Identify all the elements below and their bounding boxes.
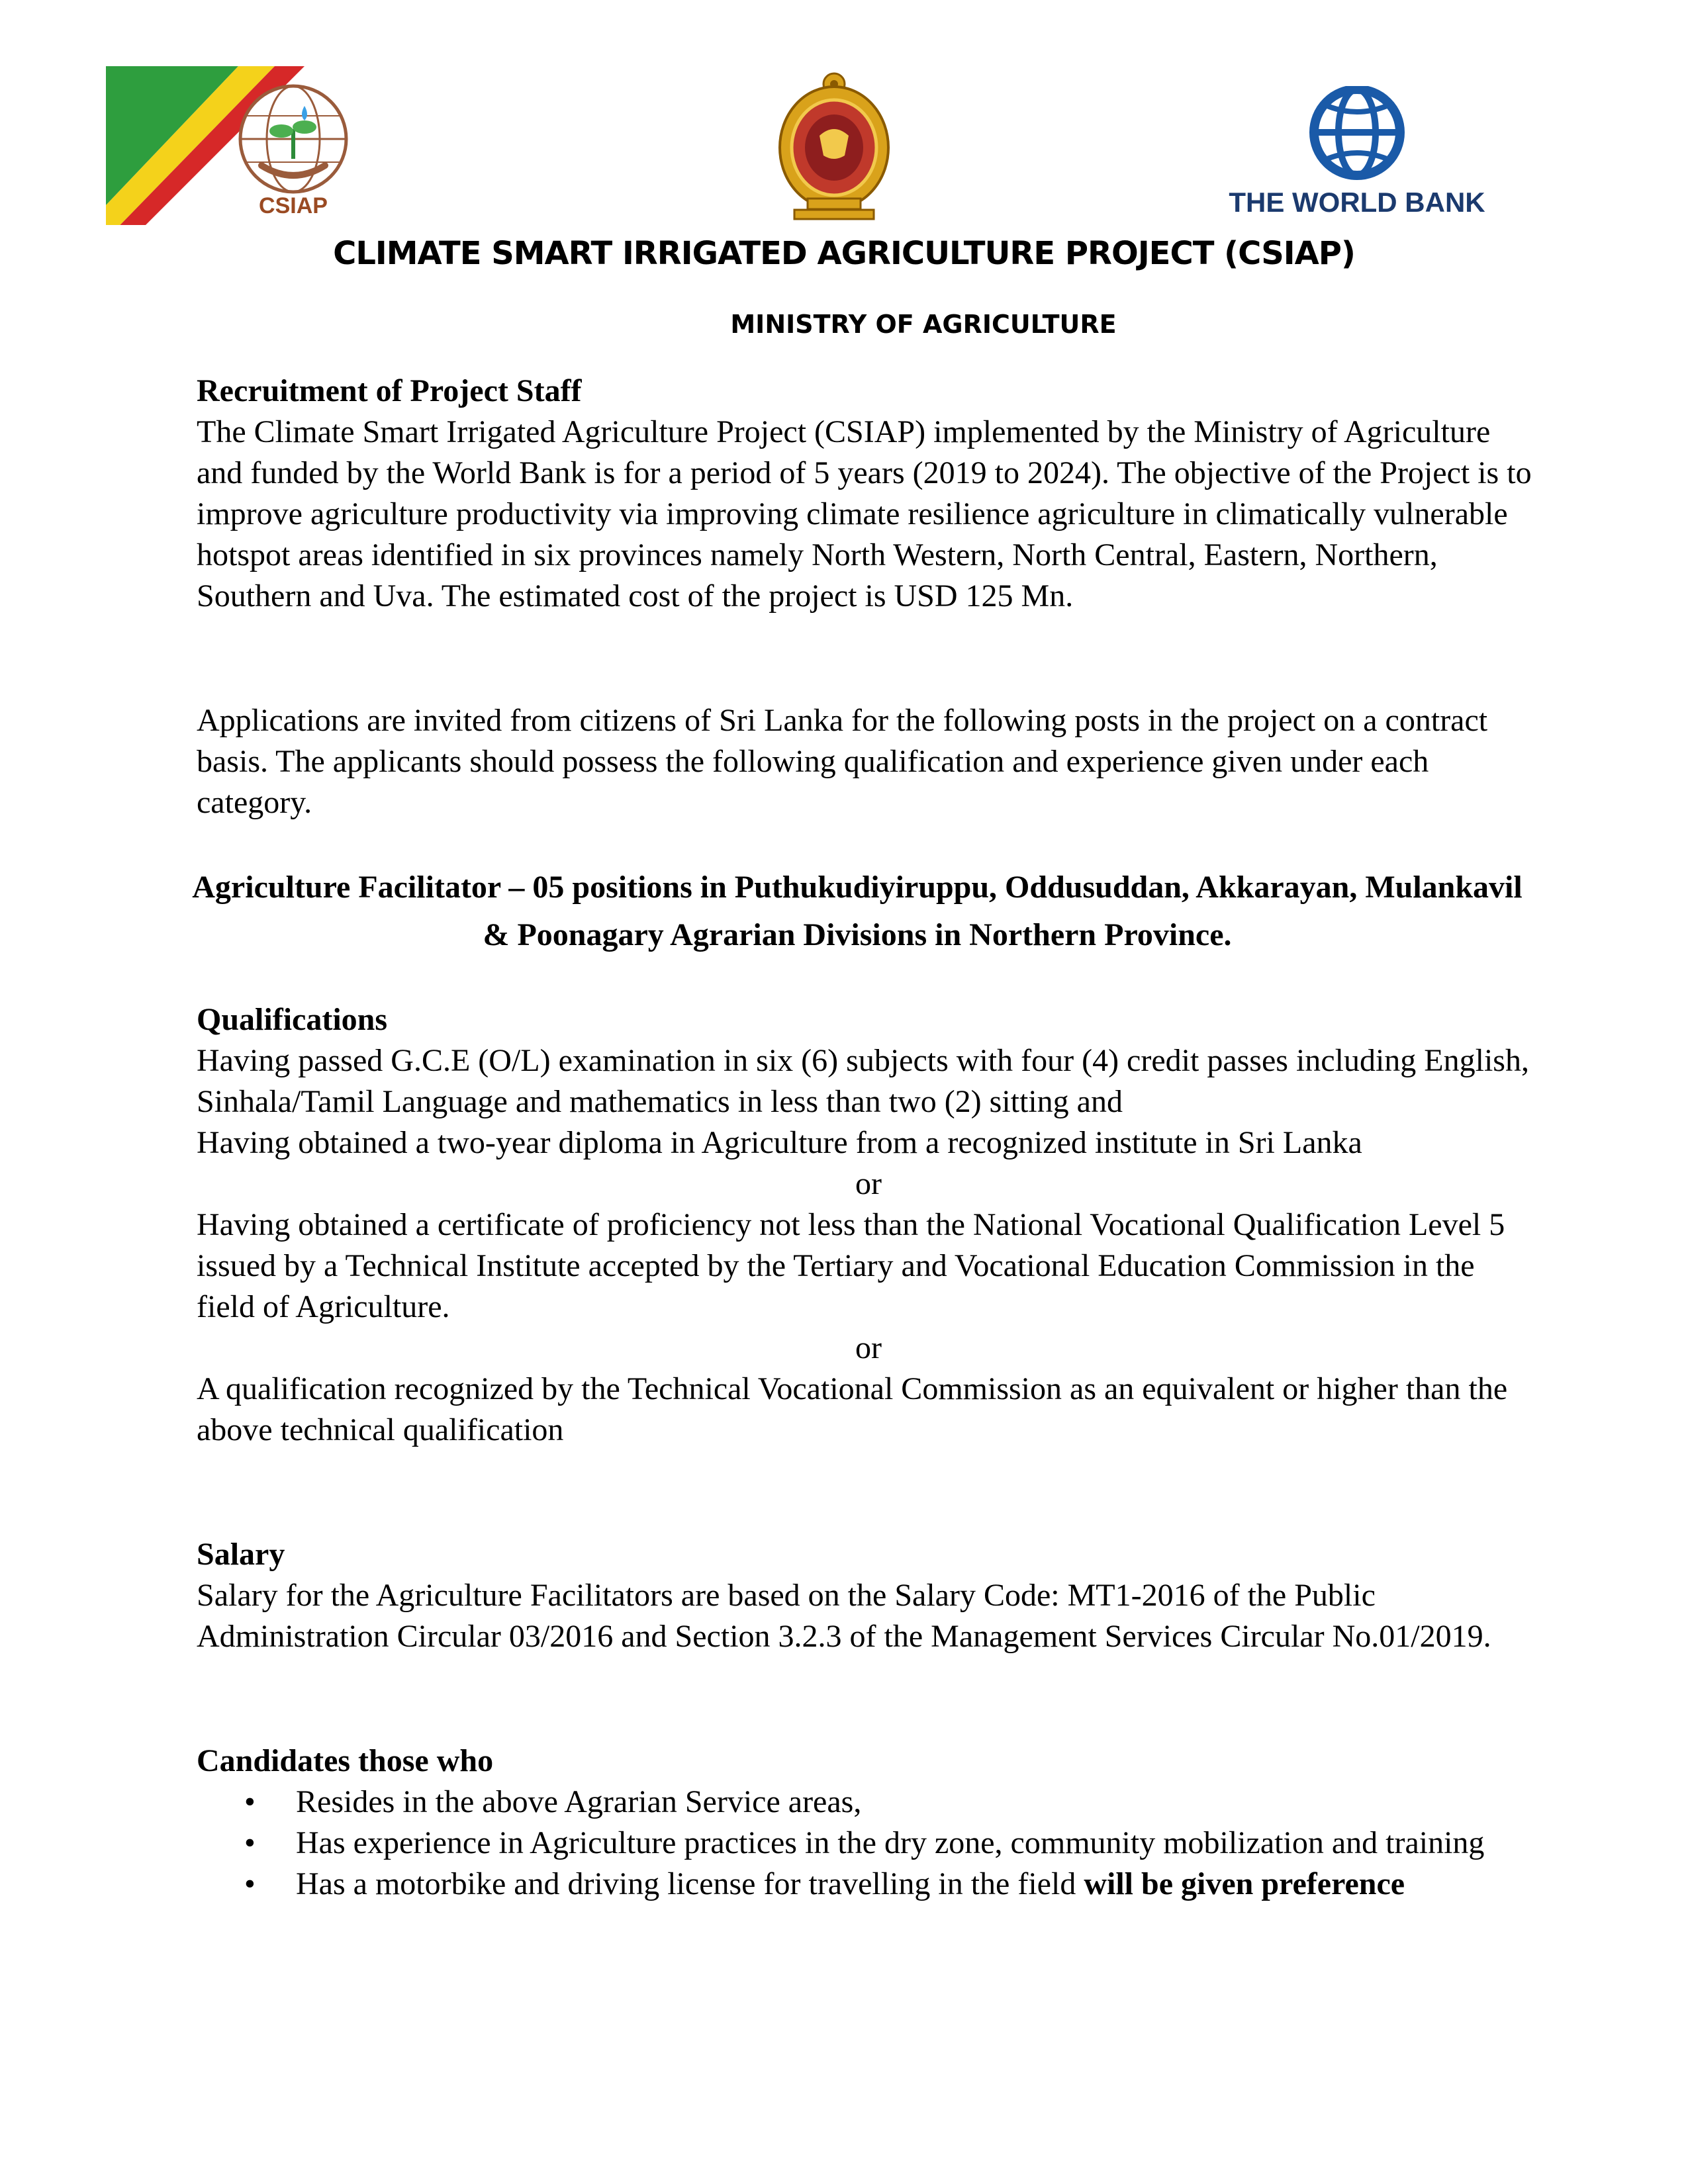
list-item — [197, 1823, 1540, 1864]
qualification-line-3: Having obtained a certificate of proficiency not less than the National Vocational Qualification Level 5 issued by a Technical Institute accepted by the Tertiary and Vocational Education Commission in the field of Agriculture. — [197, 1207, 1505, 1324]
post-title: Agriculture Facilitator – 05 positions in Puthukudiyiruppu, Oddusuddan, Akkarayan, Mulankavil & Poonagary Agrarian Divisions in Northern Province. — [192, 870, 1523, 952]
qualification-or-2: or — [855, 1330, 882, 1365]
recruitment-heading: Recruitment of Project Staff — [197, 373, 582, 408]
candidates-heading: Candidates those who — [197, 1743, 494, 1778]
salary-section — [197, 1534, 1540, 1657]
candidate-item-2: Has experience in Agriculture practices in the dry zone, community mobilization and training — [296, 1825, 1485, 1860]
world-bank-logo-text: THE WORLD BANK — [1229, 187, 1485, 218]
qualification-line-2: Having obtained a two-year diploma in Agriculture from a recognized institute in Sri Lanka — [197, 1125, 1362, 1160]
candidates-section — [197, 1741, 1540, 1905]
ministry-subtitle: MINISTRY OF AGRICULTURE — [730, 310, 1117, 339]
list-item — [197, 1864, 1540, 1905]
salary-heading: Salary — [197, 1537, 285, 1572]
salary-text: Salary for the Agriculture Facilitators are based on the Salary Code: MT1-2016 of the Public Administration Circular 03/2016 and Section 3.2.3 of the Management Services Circular No.01/2019. — [197, 1578, 1491, 1654]
intro-paragraph: The Climate Smart Irrigated Agriculture Project (CSIAP) implemented by the Ministry of Agriculture and funded by the World Bank is for a period of 5 years (2019 to 2024). The objective of the Project is to improve agriculture productivity via improving climate resilience agriculture in climatically vulnerable hotspot areas identified in six provinces namely North Western, North Central, Eastern, Northern, Southern and Uva. The estimated cost of the project is USD 125 Mn. — [197, 414, 1532, 614]
sri-lanka-emblem — [768, 69, 900, 225]
qualification-or-1: or — [855, 1166, 882, 1201]
applications-paragraph: Applications are invited from citizens of Sri Lanka for the following posts in the project on a contract basis. The applicants should possess the following qualification and experience given under each category. — [197, 703, 1488, 820]
bullet-icon: • — [244, 1784, 256, 1819]
qualifications-section — [197, 999, 1540, 1451]
qualifications-heading: Qualifications — [197, 1002, 388, 1037]
candidate-item-3: Has a motorbike and driving license for travelling in the field — [296, 1866, 1084, 1901]
csiap-logo-text: CSIAP — [259, 193, 328, 218]
world-bank-logo — [1205, 86, 1523, 218]
csiap-logo — [106, 66, 384, 225]
candidate-item-1: Resides in the above Agrarian Service areas, — [296, 1784, 862, 1819]
applications-section — [197, 700, 1540, 823]
intro-section — [197, 371, 1540, 617]
qualification-line-4: A qualification recognized by the Technical Vocational Commission as an equivalent or higher than the above technical qualification — [197, 1371, 1508, 1447]
qualification-line-1: Having passed G.C.E (O/L) examination in six (6) subjects with four (4) credit passes including English, Sinhala/Tamil Language and mathematics in less than two (2) sitting and — [197, 1043, 1529, 1119]
candidates-list — [197, 1782, 1540, 1905]
bullet-icon: • — [244, 1825, 256, 1860]
page-title: CLIMATE SMART IRRIGATED AGRICULTURE PROJECT (CSIAP) — [333, 235, 1355, 272]
list-item — [197, 1782, 1540, 1823]
bullet-icon: • — [244, 1866, 256, 1901]
preference-text: will be given preference — [1084, 1866, 1405, 1901]
